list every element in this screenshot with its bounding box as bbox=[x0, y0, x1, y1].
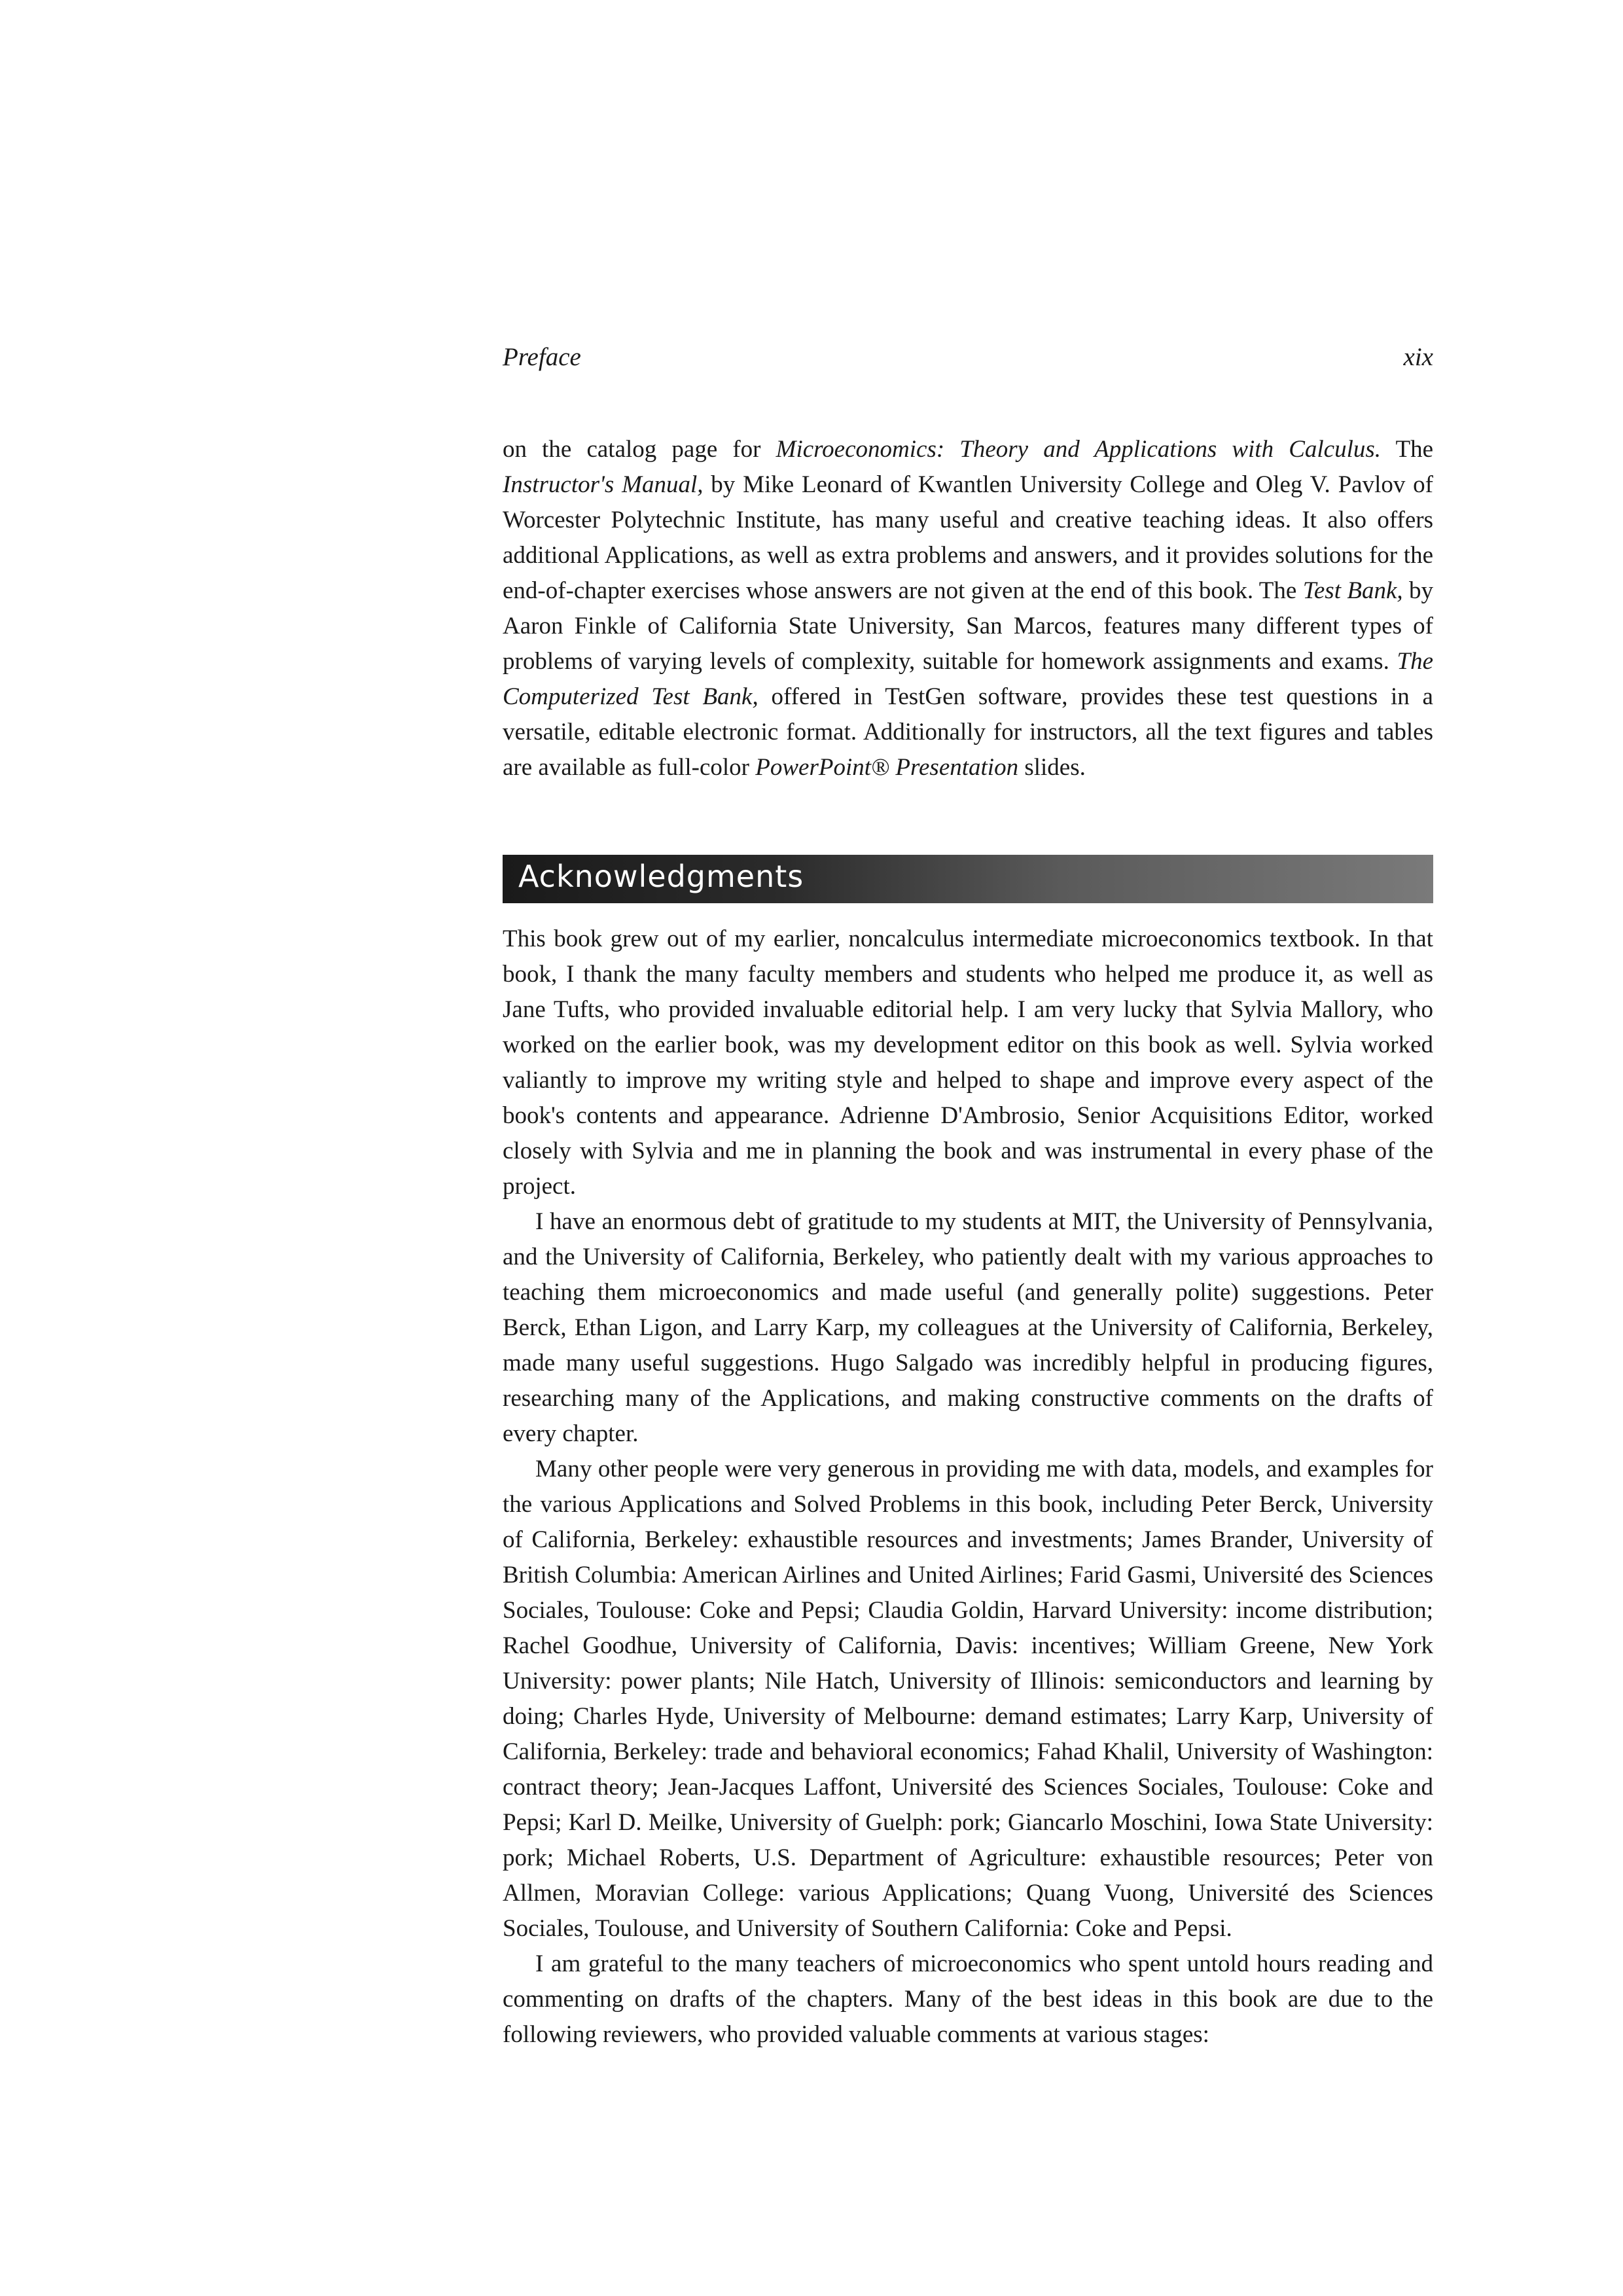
intro-text-6: slides. bbox=[1018, 754, 1086, 781]
intro-paragraph bbox=[503, 432, 1433, 785]
acknowledgments-banner bbox=[503, 855, 1433, 903]
instructors-manual-title: Instructor's Manual, bbox=[503, 471, 704, 498]
intro-text-2: The bbox=[1381, 436, 1433, 463]
ack-paragraph-3: Many other people were very generous in providing me with data, models, and examples for the various Applications and Solved Problems in this book, including Peter Berck, University of California, Berkeley: exhaustible resources and investments; James Brander, University of British Columbia: American Airlines and United Airlines; Farid Gasmi, Université des Sciences Sociales, Toulouse: Coke and Pepsi; Claudia Goldin, Harvard University: income distribution; Rachel Goodhue, University of California, Davis: incentives; William Greene, New York University: power plants; Nile Hatch, University of Illinois: semiconductors and learning by doing; Charles Hyde, University of Melbourne: demand estimates; Larry Karp, University of California, Berkeley: trade and behavioral economics; Fahad Khalil, University of Washington: contract theory; Jean-Jacques Laffont, Université des Sciences Sociales, Toulouse: Coke and Pepsi; Karl D. Meilke, University of Guelph: pork; Giancarlo Moschini, Iowa State University: pork; Michael Roberts, U.S. Department of Agriculture: exhaustible resources; Peter von Allmen, Moravian College: various Applications; Quang Vuong, Université des Sciences Sociales, Toulouse, and University of Southern California: Coke and Pepsi. bbox=[503, 1456, 1433, 1942]
intro-text-1: on the catalog page for bbox=[503, 436, 776, 463]
section-title: Acknowledgments bbox=[518, 859, 804, 894]
intro-text-4: by Aaron Finkle of California State University, San Marcos, features many different types of problems of varying levels of complexity, suitable for homework assignments and exams. bbox=[503, 577, 1433, 675]
ack-paragraph-2: I have an enormous debt of gratitude to my students at MIT, the University of Pennsylvania, and the University of California, Berkeley, who patiently dealt with my various approaches to teaching them microeconomics and made useful (and generally polite) suggestions. Peter Berck, Ethan Ligon, and Larry Karp, my colleagues at the University of California, Berkeley, made many useful suggestions. Hugo Salgado was incredibly helpful in producing figures, researching many of the Applications, and making constructive comments on the drafts of every chapter. bbox=[503, 1208, 1433, 1447]
intro-text-3: by Mike Leonard of Kwantlen University College and Oleg V. Pavlov of Worcester Polytechnic Institute, has many useful and creative teaching ideas. It also offers additional Applications, as well as extra problems and answers, and it provides solutions for the end-of-chapter exercises whose answers are not given at the end of this book. The bbox=[503, 471, 1433, 604]
ack-paragraph-4: I am grateful to the many teachers of microeconomics who spent untold hours reading and commenting on drafts of the chapters. Many of the best ideas in this book are due to the following reviewers, who provided valuable comments at various stages: bbox=[503, 1950, 1433, 2048]
running-head: Preface bbox=[503, 343, 581, 371]
computerized-test-bank-title: The Computerized Test Bank, bbox=[503, 648, 1433, 710]
page-number: xix bbox=[1403, 343, 1433, 371]
book-title: Microeconomics: Theory and Applications with Calculus. bbox=[776, 436, 1382, 463]
test-bank-title: Test Bank, bbox=[1302, 577, 1403, 604]
acknowledgments-body bbox=[503, 922, 1433, 2053]
ack-paragraph-1: This book grew out of my earlier, noncalculus intermediate microeconomics textbook. In that book, I thank the many faculty members and students who helped me produce it, as well as Jane Tufts, who provided invaluable editorial help. I am very lucky that Sylvia Mallory, who worked on the earlier book, was my development editor on this book as well. Sylvia worked valiantly to improve my writing style and helped to shape and improve every aspect of the book's contents and appearance. Adrienne D'Ambrosio, Senior Acquisitions Editor, worked closely with Sylvia and me in planning the book and was instrumental in every phase of the project. bbox=[503, 925, 1433, 1200]
page-header bbox=[503, 342, 1433, 382]
powerpoint-title: PowerPoint® Presentation bbox=[755, 754, 1019, 781]
intro-text-5: offered in TestGen software, provides these test questions in a versatile, editable electronic format. Additionally for instructors, all the text figures and tables are available as full-color bbox=[503, 683, 1433, 781]
